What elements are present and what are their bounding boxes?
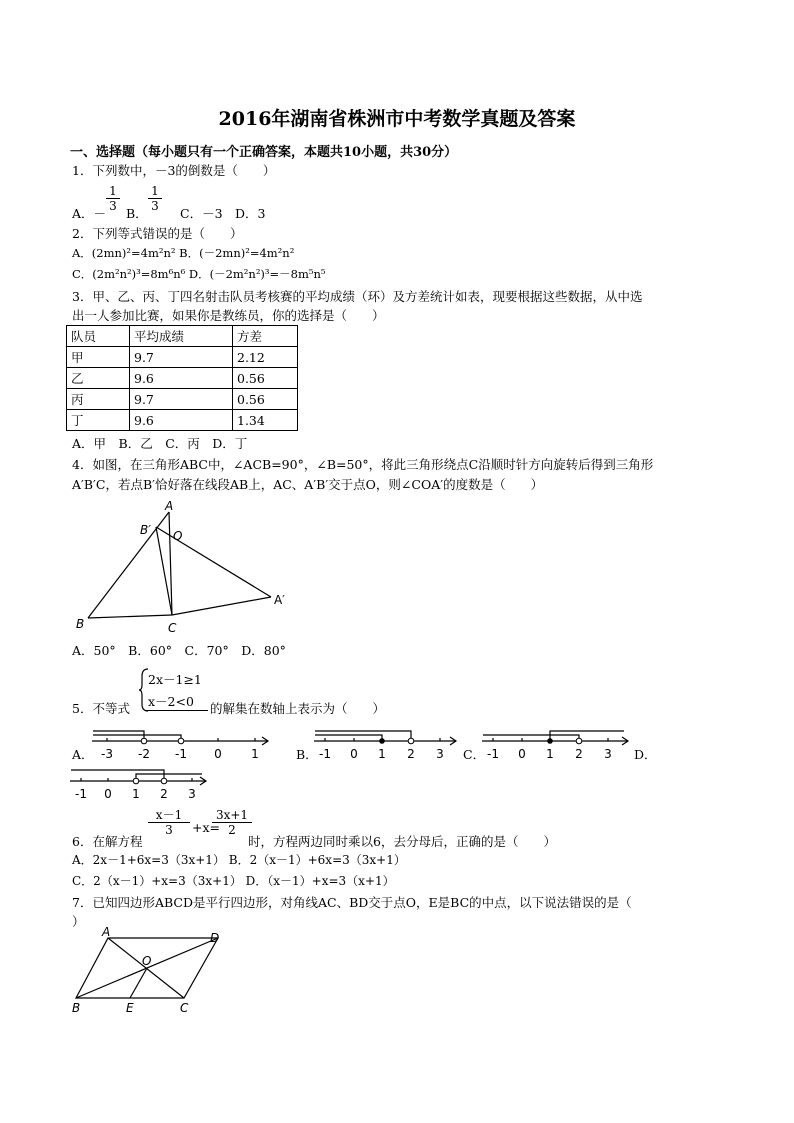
table-cell: 1.34 xyxy=(233,410,298,431)
point-label-c: C xyxy=(168,621,177,635)
point-label-o: O xyxy=(142,954,152,968)
table-header: 平均成绩 xyxy=(130,326,233,347)
q3-stem-line1: 3．甲、乙、丙、丁四名射击队员考核赛的平均成绩（环）及方差统计如表，现要根据这些数据，从中选 xyxy=(72,289,643,304)
number-line-b xyxy=(314,728,460,762)
q7-stem-line2: ） xyxy=(72,914,85,929)
point-label-e: E xyxy=(126,1001,134,1015)
q1-stem: 1．下列数中，－3的倒数是（ ） xyxy=(72,163,276,178)
q6-fraction-2: $\frac{3x+1}{2}$ xyxy=(212,808,252,837)
point-label-d: D xyxy=(210,931,220,945)
tick-label: 0 xyxy=(350,747,358,761)
q7-stem-line1: 7．已知四边形ABCD是平行四边形，对角线AC、BD交于点O，E是BC的中点，以下说法错误的是（ xyxy=(72,895,632,910)
q3-options: A．甲 B．乙 C．丙 D．丁 xyxy=(72,436,248,451)
section-heading: 一、选择题（每小题只有一个正确答案，本题共10小题，共30分） xyxy=(70,145,458,160)
scores-table xyxy=(66,325,298,431)
number-line-a xyxy=(92,728,272,762)
table-cell: 9.6 xyxy=(130,410,233,431)
triangle-rotation-figure xyxy=(68,500,298,640)
table-cell: 丁 xyxy=(67,410,130,431)
page-title: 2016年湖南省株洲市中考数学真题及答案 xyxy=(218,108,576,130)
q4-stem-line1: 4．如图，在三角形ABC中，∠ACB=90°，∠B=50°，将此三角形绕点C沿顺时针方向旋转后得到三角形 xyxy=(72,457,654,472)
q5-option-b-label: B． xyxy=(296,747,318,762)
table-cell: 甲 xyxy=(67,347,130,368)
table-cell: 丙 xyxy=(67,389,130,410)
q6-options-cd: C．2（x－1）+x=3（3x+1） D．（x－1）+x=3（x+1） xyxy=(72,874,395,888)
tick-label: 2 xyxy=(407,747,415,761)
q1-option-a-prefix: A．－ xyxy=(72,206,107,221)
table-cell: 乙 xyxy=(67,368,130,389)
tick-label: -1 xyxy=(175,747,187,761)
q6-fraction-1: $\frac{x-1}{3}$ xyxy=(148,808,190,837)
q1-option-b-prefix: B． xyxy=(126,206,148,221)
table-row xyxy=(67,389,298,410)
tick-label: 0 xyxy=(518,747,526,761)
tick-label: 3 xyxy=(604,747,612,761)
table-cell: 0.56 xyxy=(233,389,298,410)
tick-label: 1 xyxy=(132,787,140,801)
q1-options-cd: C．－3 D．3 xyxy=(180,206,266,221)
table-cell: 2.12 xyxy=(233,347,298,368)
point-label-o: O xyxy=(173,529,183,543)
q2-options-ab: A．(2mn)²=4m²n² B．(－2mn)²=4m²n² xyxy=(72,246,295,260)
inequality-2: x－2<0 xyxy=(148,694,194,709)
point-label-c: C xyxy=(180,1001,189,1015)
tick-label: 1 xyxy=(251,747,259,761)
q5-stem-suffix: 的解集在数轴上表示为（ ） xyxy=(210,701,386,716)
q6-stem-prefix: 6．在解方程 xyxy=(72,834,143,849)
tick-label: -1 xyxy=(319,747,331,761)
system-underline xyxy=(146,710,208,711)
table-cell: 0.56 xyxy=(233,368,298,389)
q3-stem-line2: 出一人参加比赛，如果你是教练员，你的选择是（ ） xyxy=(72,308,385,323)
tick-label: -1 xyxy=(75,787,87,801)
tick-label: 2 xyxy=(575,747,583,761)
table-header-row xyxy=(67,326,298,347)
q5-option-c-label: C． xyxy=(463,747,486,762)
q5-option-d-label: D． xyxy=(634,747,657,762)
q1-fraction-a: $\frac{1}{3}$ xyxy=(106,184,120,213)
table-row xyxy=(67,410,298,431)
q6-options-ab: A．2x－1+6x=3（3x+1） B．2（x－1）+6x=3（3x+1） xyxy=(72,853,406,867)
tick-label: -2 xyxy=(138,747,150,761)
point-label-b-prime: B′ xyxy=(140,523,151,537)
table-header: 队员 xyxy=(67,326,130,347)
q2-stem: 2．下列等式错误的是（ ） xyxy=(72,226,243,241)
tick-label: 1 xyxy=(378,747,386,761)
table-row xyxy=(67,347,298,368)
number-line-c xyxy=(482,728,632,762)
table-cell: 9.7 xyxy=(130,389,233,410)
q2-options-cd: C．(2m²n²)³=8m⁶n⁶ D．(－2m²n²)³=－8m⁵n⁵ xyxy=(72,267,326,281)
q5-stem-prefix: 5．不等式 xyxy=(72,701,130,716)
tick-label: -3 xyxy=(101,747,113,761)
point-label-b: B xyxy=(76,617,85,631)
q5-option-a-label: A． xyxy=(72,747,94,762)
table-cell: 9.7 xyxy=(130,347,233,368)
point-label-a: A xyxy=(102,925,111,939)
q1-fraction-b: $\frac{1}{3}$ xyxy=(148,184,162,213)
point-label-a: A xyxy=(165,499,174,513)
tick-label: 3 xyxy=(188,787,196,801)
tick-label: 1 xyxy=(546,747,554,761)
tick-label: 0 xyxy=(214,747,222,761)
parallelogram-figure xyxy=(68,925,228,1018)
table-header: 方差 xyxy=(233,326,298,347)
inequality-1: 2x－1≥1 xyxy=(148,672,202,687)
tick-label: 0 xyxy=(104,787,112,801)
tick-label: 3 xyxy=(436,747,444,761)
tick-label: -1 xyxy=(487,747,499,761)
number-line-d xyxy=(70,767,210,803)
q4-options: A．50° B．60° C．70° D．80° xyxy=(72,643,286,658)
point-label-a-prime: A′ xyxy=(274,593,285,607)
q6-equation-mid: +x= xyxy=(192,820,220,835)
table-row xyxy=(67,368,298,389)
q6-stem-suffix: 时，方程两边同时乘以6，去分母后，正确的是（ ） xyxy=(248,834,556,849)
point-label-b: B xyxy=(72,1001,81,1015)
q4-stem-line2: A′B′C，若点B′恰好落在线段AB上，AC、A′B′交于点O，则∠COA′的度数是（ ） xyxy=(72,477,544,492)
tick-label: 2 xyxy=(160,787,168,801)
table-cell: 9.6 xyxy=(130,368,233,389)
